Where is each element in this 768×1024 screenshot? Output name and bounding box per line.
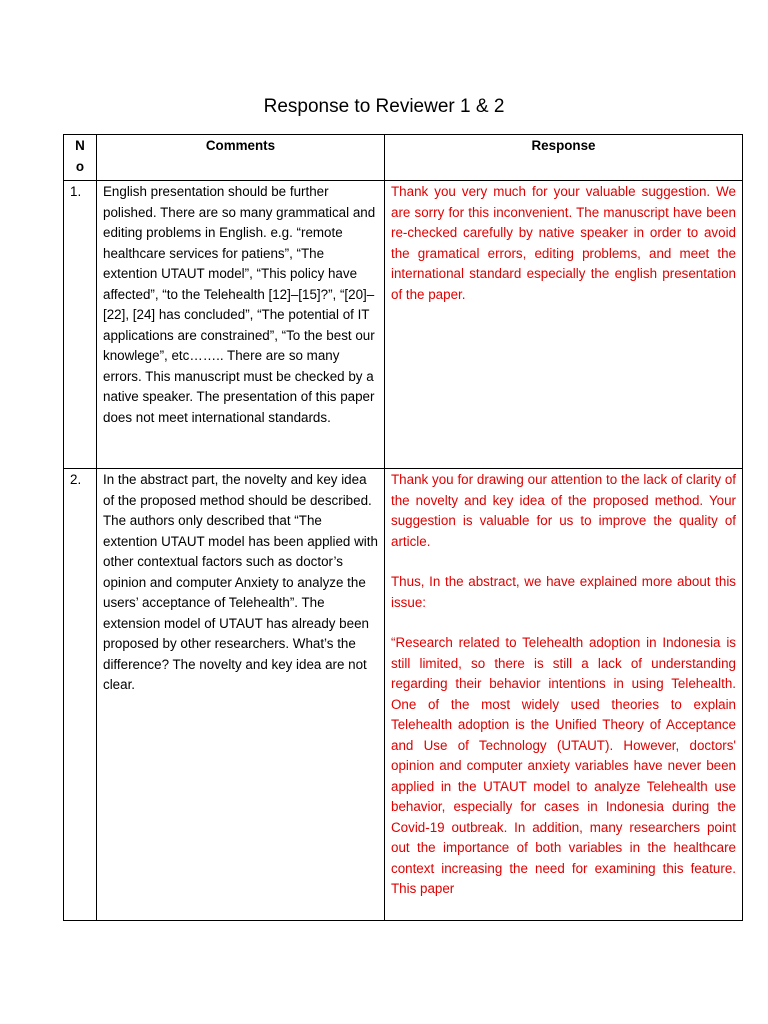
response-paragraph: Thank you very much for your valuable suggestion. We are sorry for this inconvenient. The manuscript have been re-checked carefully by native speaker in order to avoid the gramatical errors, editing problems, and meet the international standard especially the english presentation of the paper. — [391, 184, 736, 302]
row-number: 2. — [64, 469, 97, 921]
table-row — [64, 469, 743, 921]
table-header-row — [64, 135, 743, 181]
comment-cell — [97, 469, 385, 921]
response-table — [63, 134, 743, 921]
document-title: Response to Reviewer 1 & 2 — [263, 96, 505, 117]
response-cell — [385, 181, 743, 469]
table-row — [64, 181, 743, 469]
comment-text: English presentation should be further polished. There are so many grammatical and editing problems in English. e.g. “remote healthcare services for patiens”, “The extention UTAUT model”, “This policy have affected”, “to the Telehealth [12]–[15]?”, “[20]–[22], [24] has concluded”, “The potential of IT applications are constrained”, “To the best our knowlege”, etc…….. There are so many errors. This manuscript must be checked by a native speaker. The presentation of this paper does not meet international standards. — [103, 184, 376, 425]
comment-cell — [97, 181, 385, 469]
header-no-line2: o — [75, 158, 85, 174]
response-cell — [385, 469, 743, 921]
header-response: Response — [385, 135, 743, 181]
header-no — [64, 135, 97, 181]
header-comments: Comments — [97, 135, 385, 181]
response-paragraph: Thus, In the abstract, we have explained more about this issue: — [391, 574, 736, 610]
comment-text: In the abstract part, the novelty and key idea of the proposed method should be described. The authors only described that “The extention UTAUT model has been applied with other contextual factors such as doctor’s opinion and computer Anxiety to analyze the users’ acceptance of Telehealth”. The extension model of UTAUT has already been proposed by other researchers. What’s the difference? The novelty and key idea are not clear. — [103, 472, 378, 692]
response-paragraph: Thank you for drawing our attention to the lack of clarity of the novelty and key idea of the proposed method. Your suggestion is valuable for us to improve the quality of article. — [391, 472, 736, 549]
response-paragraph: “Research related to Telehealth adoption in Indonesia is still limited, so there is still a lack of understanding regarding their behavior intentions in using Telehealth. One of the most widely used theories to explain Telehealth adoption is the Unified Theory of Acceptance and Use of Technology (UTAUT). However, doctors' opinion and computer anxiety variables have never been applied in the UTAUT model to analyze Telehealth use behavior, especially for cases in Indonesia during the Covid-19 outbreak. In addition, many researchers point out the importance of both variables in the healthcare context increasing the need for examining this feature. This paper — [391, 635, 736, 896]
row-number: 1. — [64, 181, 97, 469]
header-no-line1: N — [75, 138, 85, 153]
